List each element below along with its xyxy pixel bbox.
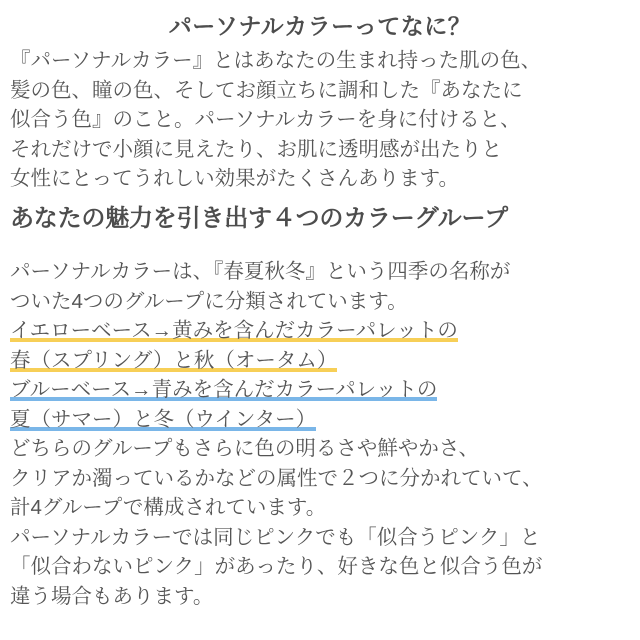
yellow-underline-text-2: 春（スプリング）と秋（オータム） — [10, 348, 338, 372]
blue-highlight-line-1 — [10, 375, 630, 405]
blue-base-block — [10, 375, 630, 434]
blue-underline-text-1: ブルーベース→青みを含んだカラーパレットの — [10, 378, 438, 402]
closing-line-5: 「似合わないピンク」があったり、好きな色と似合う色が — [10, 555, 543, 579]
yellow-underline-text-1: イエローベース→黄みを含んだカラーパレットの — [10, 319, 458, 343]
yellow-base-block — [10, 316, 630, 375]
closing-line-4: パーソナルカラーでは同じピンクでも「似合うピンク」と — [10, 525, 541, 549]
intro-line-1: 『パーソナルカラー』とはあなたの生まれ持った肌の色、 — [10, 49, 542, 72]
page-title: パーソナルカラーってなに？ — [168, 13, 472, 39]
closing-line-3: 計4グループで構成されています。 — [10, 496, 327, 520]
blue-underline-text-2: 夏（サマー）と冬（ウインター） — [10, 407, 317, 431]
intro-line-5: 女性にとってうれしい効果がたくさんあります。 — [10, 167, 459, 190]
yellow-highlight-line-1 — [10, 316, 630, 346]
section-line-1: パーソナルカラーは、『春夏秋冬』という四季の名称が — [10, 260, 511, 284]
intro-line-4: それだけで小顔に見えたり、お肌に透明感が出たりと — [10, 137, 502, 161]
closing-paragraph — [10, 434, 630, 611]
closing-line-1: どちらのグループもさらに色の明るさや鮮やかさ、 — [10, 437, 480, 461]
intro-line-3: 似合う色』のこと。パーソナルカラーを身に付けると、 — [10, 108, 521, 131]
closing-line-2: クリアか濁っているかなどの属性で２つに分かれていて、 — [10, 466, 543, 490]
section-heading: あなたの魅力を引き出す４つのカラーグループ — [10, 204, 508, 232]
blue-highlight-line-2 — [10, 405, 630, 435]
intro-paragraph — [10, 46, 630, 194]
yellow-highlight-line-2 — [10, 346, 630, 376]
section-paragraph — [10, 257, 630, 316]
intro-line-2: 髪の色、瞳の色、そしてお顔立ちに調和した『あなたに — [10, 78, 523, 102]
closing-line-6: 違う場合もあります。 — [10, 584, 214, 608]
section-line-2: ついた4つのグループに分類されています。 — [10, 289, 408, 313]
